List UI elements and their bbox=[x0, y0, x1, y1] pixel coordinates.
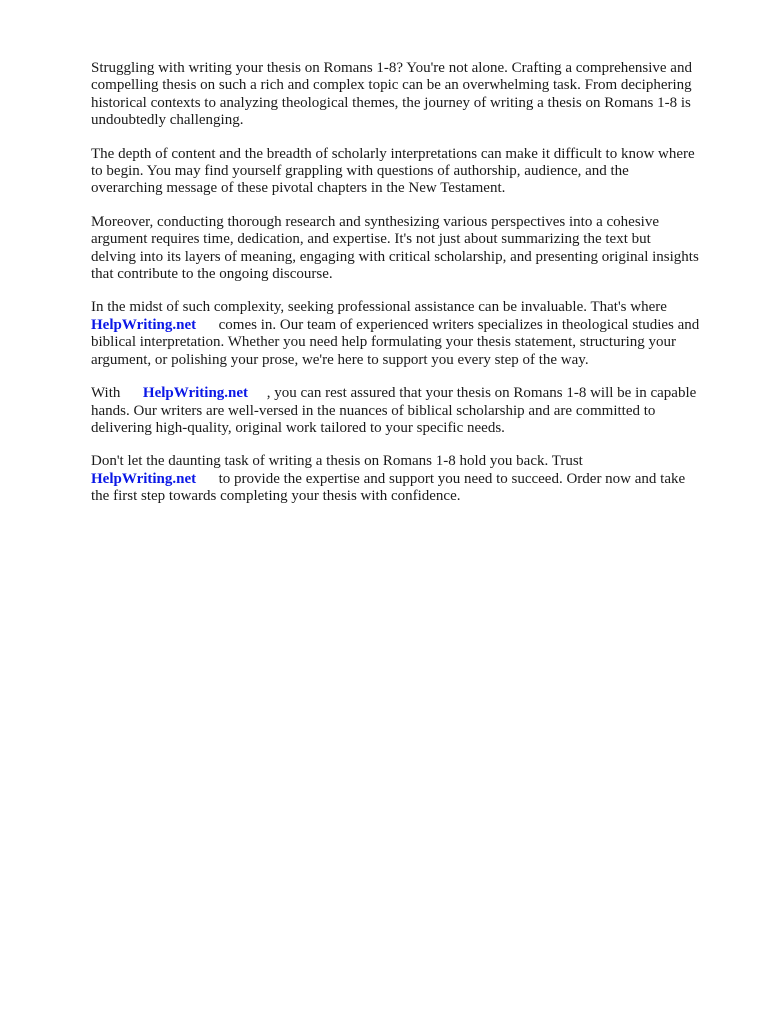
paragraph-cta-text-after: to provide the expertise and support you need to succeed. Order now and take the first step towards completing your thesis with confidence. bbox=[91, 470, 686, 505]
paragraph-depth: The depth of content and the breadth of scholarly interpretations can make it difficult to know where to begin. You may find yourself grappling with questions of authorship, audience, and the overarching message of these pivotal chapters in the New Testament. bbox=[91, 145, 695, 197]
paragraph-intro: Struggling with writing your thesis on Romans 1-8? You're not alone. Crafting a comprehensive and compelling thesis on such a rich and complex topic can be an overwhelming task. From deciphering historical contexts to analyzing theological themes, the journey of writing a thesis on Romans 1-8 is undoubtedly challenging. bbox=[91, 60, 692, 129]
helpwriting-link[interactable]: HelpWriting.net bbox=[91, 316, 197, 333]
paragraph-research: Moreover, conducting thorough research and synthesizing various perspectives into a cohesive argument requires time, dedication, and expertise. It's not just about summarizing the text but delving into its layers of meaning, engaging with critical scholarship, and presenting original insights that contribute to the ongoing discourse. bbox=[91, 213, 699, 283]
paragraph-assurance bbox=[91, 385, 731, 437]
paragraph-assurance-text-after: , you can rest assured that your thesis on Romans 1-8 will be in capable hands. Our writers are well-versed in the nuances of biblical scholarship and are committed to delivering high-quality, original work tailored to your specific needs. bbox=[91, 385, 697, 436]
paragraph-assistance-text-after: comes in. Our team of experienced writers specializes in theological studies and biblical interpretation. Whether you need help formulating your thesis statement, structuring your argument, or polishing your prose, we're here to support you every step of the way. bbox=[91, 316, 700, 368]
helpwriting-link[interactable]: HelpWriting.net bbox=[142, 385, 249, 402]
paragraph-assistance-text-before: In the midst of such complexity, seeking professional assistance can be invaluable. That's where bbox=[91, 299, 667, 316]
helpwriting-link[interactable]: HelpWriting.net bbox=[91, 470, 197, 487]
paragraph-assurance-text-before: With bbox=[91, 385, 143, 402]
paragraph-cta-text-before: Don't let the daunting task of writing a thesis on Romans 1-8 hold you back. Trust bbox=[91, 453, 583, 470]
document-body bbox=[91, 60, 731, 522]
paragraph-call-to-action bbox=[91, 453, 731, 505]
paragraph-assistance bbox=[91, 299, 731, 369]
